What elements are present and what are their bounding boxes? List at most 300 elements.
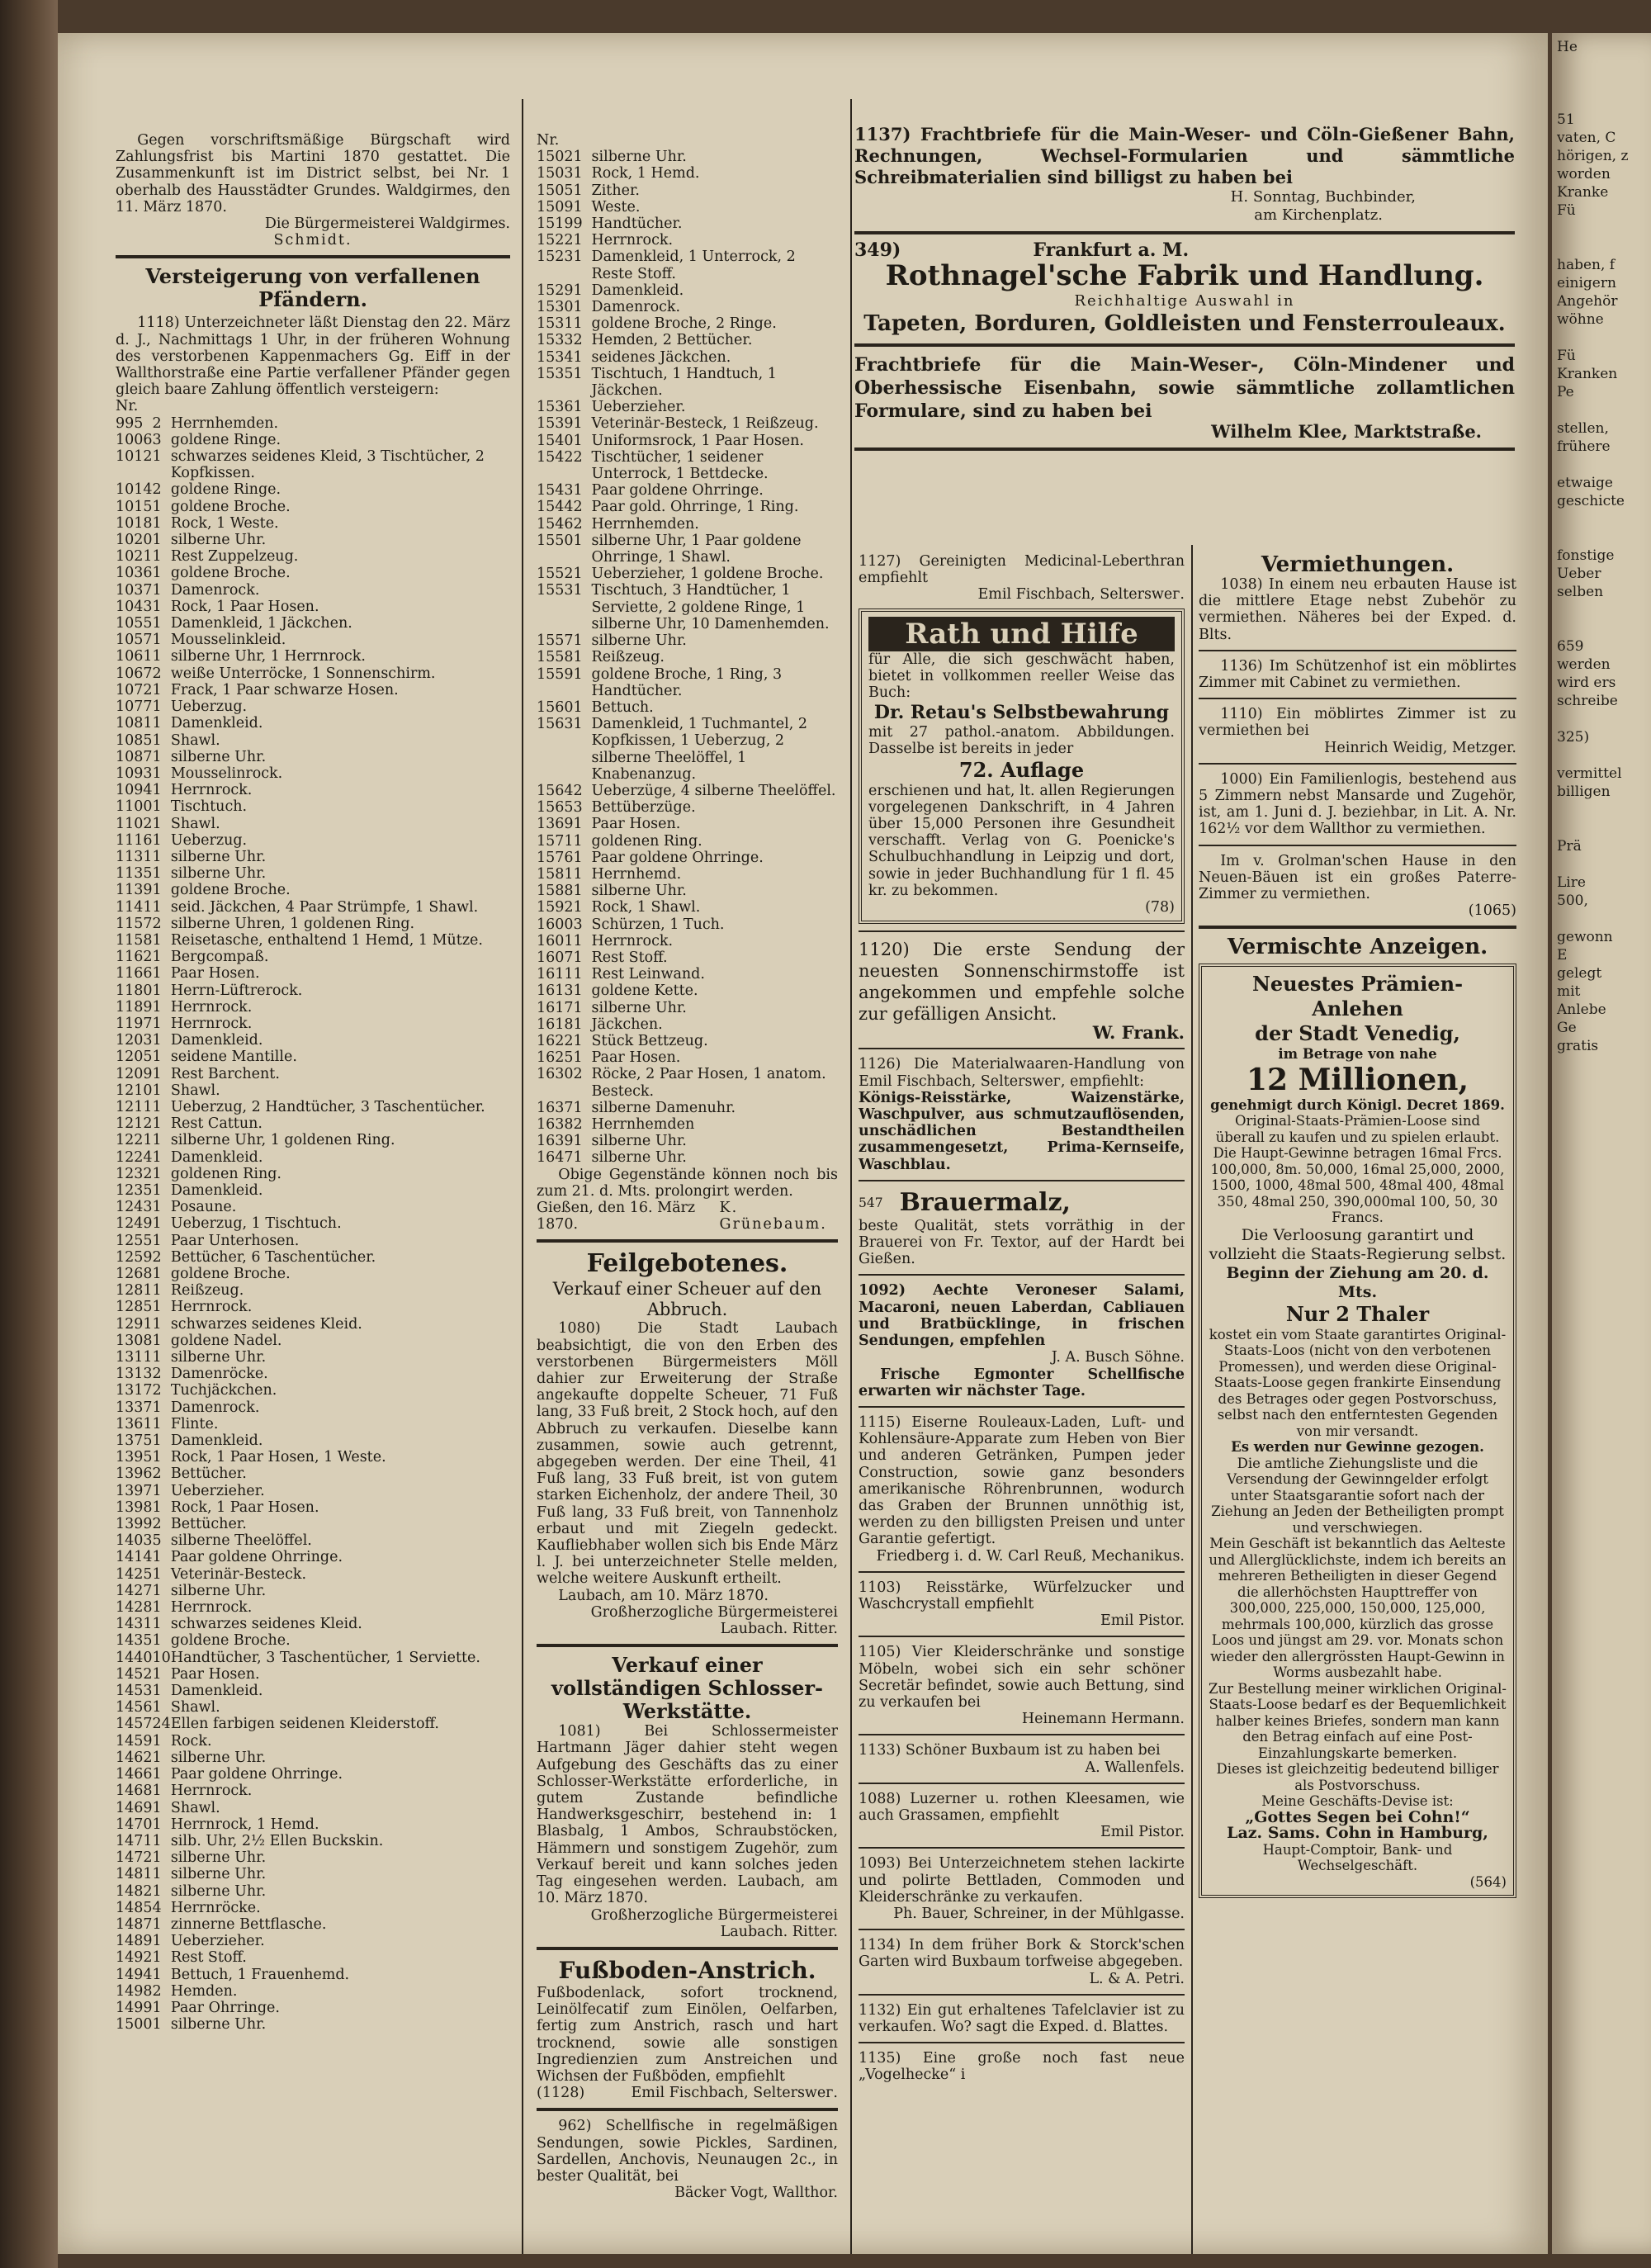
item-description: Posaune. [170,1199,237,1216]
ad-number: 349) [854,239,901,261]
item-number: 1209 [116,1065,153,1082]
item-quantity: 1 [152,732,162,749]
item-description: goldene Broche. [170,1632,291,1650]
item-number: 1534 [537,348,574,366]
item-number: 1529 [537,282,574,299]
item-description: Stück Bettzeug. [591,1032,708,1049]
item-description: Ueberzieher. [170,1933,265,1950]
item-quantity: 1 [573,1032,583,1049]
ad-signature: Großherzogliche Bürgermeisterei Laubach. Ritter. [590,1603,838,1638]
pawn-item-row [537,499,838,515]
item-description: Ueberzug, 1 Tischtuch. [170,1215,342,1233]
item-description: Paar Hosen. [170,965,260,982]
item-description: silberne Uhr, 1 Herrnrock. [170,648,366,665]
item-description: silberne Uhr, 1 Paar goldene Ohrringe, 1 Shawl. [591,532,802,566]
item-number: 1337 [116,1399,153,1416]
pawn-item-row [537,899,838,916]
pawn-item-row [116,1833,510,1849]
item-quantity: 1 [573,348,583,366]
item-description: Mousselinrock. [170,765,283,782]
item-quantity: 1 [152,632,162,649]
item-quantity: 1 [152,1783,162,1800]
item-number: 1375 [116,1432,153,1450]
item-quantity: 1 [573,899,583,916]
ad-signature: J. A. Busch Söhne. [1051,1349,1185,1366]
item-quantity: 1 [573,1016,583,1033]
pawn-item-row [116,1499,510,1516]
pawn-item-row [116,1399,510,1416]
pawn-item-row [116,1115,510,1132]
item-description: goldene Broche. [170,1266,291,1282]
item-number: 1453 [116,1683,153,1700]
item-description: silberne Uhren, 1 goldenen Ring. [170,915,415,932]
item-quantity: 1 [152,1632,162,1650]
item-number: 1139 [116,882,153,899]
fragment-line: Ueber [1557,566,1601,582]
item-description: Herrnrock. [170,998,253,1016]
item-description: goldenen Ring. [170,1165,281,1182]
pawn-item-row [116,432,510,448]
fragment-line: stellen, [1557,420,1609,437]
pawn-item-row [537,966,838,982]
ad-signature: W. Frank. [1092,1022,1185,1044]
item-number: 1469 [116,1799,153,1816]
ad-firm: Laz. Sams. Cohn in Hamburg, [1227,1824,1488,1843]
ad-text: für Alle, die sich geschwächt haben, bietet in vollkommen reeller Weise das Buch: [868,651,1175,702]
item-description: Rock, 1 Hemd. [591,165,700,182]
ad-text: 1092) Aechte Veroneser Salami, Macaroni, neuen Laberdan, Cabliauen und Bratbücklinge, in frischen Sendungen, empfehlen [859,1282,1185,1350]
item-number: 1457 [116,1716,153,1733]
item-description: Ueberzieher. [591,399,686,416]
pawn-item-row [116,1532,510,1549]
ad-title: Verkauf einer vollständigen Schlosser-Werkstätte. [551,1653,823,1724]
item-quantity: 1 [152,1032,162,1049]
pawn-item-row [537,232,838,249]
intro-text: Gegen vorschriftsmäßige Bürgschaft wird Zahlungsfrist bis Martini 1870 gestattet. Die Zusammenkunft ist im District selbst, bei Nr. 1 oberhalb des Hausstädter Grundes. Waldgirmes, den 11. März 1870. [116,132,510,215]
item-quantity: 1 [152,581,162,599]
item-number: 1542 [537,448,574,466]
ad-text: 1110) Ein möblirtes Zimmer ist zu vermiethen bei [1199,706,1516,740]
ad-text: 1134) In dem früher Bork & Storck'schen Garten wird Buxbaum torfweise abgegeben. [859,1937,1185,1971]
item-quantity: 1 [152,1299,162,1316]
item-quantity: 1 [573,665,583,683]
pawn-item-row [116,615,510,632]
column-rule [522,99,523,2254]
item-description: Bettücher. [170,1516,247,1533]
fragment-line [1557,238,1646,256]
item-number: 1427 [116,1582,153,1599]
pawn-item-row [116,932,510,949]
item-description: Shawl. [170,1799,220,1816]
item-number: 1020 [116,532,153,549]
item-description: silberne Uhr. [170,1582,267,1599]
item-number: 1398 [116,1499,153,1516]
item-description: Rock. [170,1732,212,1750]
item-description: Paar goldene Ohrringe. [170,1766,343,1783]
item-number: 1414 [116,1549,153,1566]
ad-subtitle: Reichhaltige Auswahl in [1074,292,1295,310]
divider [859,1636,1185,1637]
pawn-item-row [537,1133,838,1149]
pawn-item-row [116,1866,510,1882]
item-quantity: 24 [152,1716,171,1733]
item-description: silberne Uhr. [170,1866,267,1883]
item-number: 1313 [116,1366,153,1383]
pawn-item-row [116,1516,510,1532]
item-description: Tischtuch. [170,798,248,816]
pawn-item-row [116,1215,510,1232]
item-quantity: 1 [152,1148,162,1166]
pawn-item-row [537,299,838,315]
item-description: Rest Stoff. [170,1949,247,1967]
item-number: 1601 [537,932,574,949]
item-description: Reißzeug. [170,1282,244,1300]
item-quantity: 1 [152,681,162,698]
item-description: Bettüberzüge. [591,799,696,817]
item-description: Damenkleid. [170,1032,263,1049]
item-number: 1131 [116,848,153,865]
pawn-item-row [116,1449,510,1465]
item-quantity: 1 [152,648,162,665]
item-number: 1618 [537,1016,574,1033]
pawn-item-row [116,1783,510,1799]
item-description: Bergcompaß. [170,949,269,966]
fragment-line: vaten, C [1557,130,1616,146]
item-description: Rock, 1 Paar Hosen. [170,598,319,615]
ad-signature: Heinemann Hermann. [1021,1711,1185,1728]
pawn-item-row [116,1699,510,1716]
item-number: 1502 [537,149,574,166]
pawn-item-row [537,582,838,632]
pawn-item-row [537,1116,838,1133]
ad-items: Königs-Reisstärke, Waizenstärke, Waschpulver, aus schmutzauflösenden, unschädlichen Bestandtheilen zusammengesetzt, Prima-Kernseife, Waschblau. [859,1089,1185,1173]
item-quantity: 1 [152,1332,162,1349]
column-rule [850,99,852,2254]
pawn-item-row [116,665,510,682]
pawn-item-row [116,1683,510,1699]
item-quantity: 1 [152,831,162,849]
item-number: 1235 [116,1181,153,1199]
pawn-item-row [116,1432,510,1449]
item-quantity: 2 [573,782,583,799]
item-quantity: 1 [152,565,162,582]
ad-signature: Ph. Bauer, Schreiner, in der Mühlgasse. [893,1905,1185,1922]
item-number: 1014 [116,481,153,499]
fragment-line: einigern [1557,275,1616,291]
pawn-item-row [116,1483,510,1499]
pawn-item-row [537,149,838,165]
item-number: 1472 [116,1849,153,1867]
pawn-item-row [116,632,510,648]
item-quantity: 1 [152,882,162,899]
item-number: 1440 [116,1649,153,1666]
ad-items: Tapeten, Borduren, Goldleisten und Fensterrouleaux. [863,311,1506,336]
item-description: goldene Ringe. [170,481,281,499]
ad-1137: 1137) Frachtbriefe für die Main-Weser- und Cöln-Gießener Bahn, Rechnungen, Wechsel-Formularien und sämmtliche Schreibmaterialien sind billigst zu haben bei [854,124,1515,187]
item-description: Rest Cattun. [170,1115,263,1133]
pawn-item-row [116,1199,510,1215]
item-description: goldene Broche. [170,498,291,515]
item-number: 1647 [537,1149,574,1167]
top-ads [854,124,1515,457]
item-quantity: 1 [152,1415,162,1432]
pawn-item-row [537,349,838,366]
item-quantity: 1 [152,615,162,632]
item-description: Rest Leinwand. [591,966,705,983]
item-description: Damenkleid, 1 Jäckchen. [170,615,352,632]
item-number: 1205 [116,1049,153,1066]
item-description: Tischtuch, 3 Handtücher, 1 Serviette, 2 goldene Ringe, 1 silberne Uhr, 10 Damenhemden. [591,582,830,632]
pawn-item-row [537,632,838,649]
auction-text: 1118) Unterzeichneter läßt Dienstag den 22. März d. J., Nachmittags 1 Uhr, in der früheren Wohnung des verstorbenen Kappenmachers Gg. Eiff in der Wallthorstraße eine Partie verfallener Pfänder gegen gleich baare Zahlung öffentlich versteigern: [116,315,510,399]
item-description: Rock, 1 Weste. [170,514,279,532]
item-quantity: 1 [573,232,583,249]
pawn-item-row [116,1299,510,1315]
item-number: 1369 [537,816,574,833]
ad-signature: A. Wallenfels. [1085,1759,1185,1776]
item-number: 1576 [537,849,574,866]
item-quantity: 3 [573,799,583,817]
ad-text: 1135) Eine große noch fast neue „Vogelhecke“ i [859,2050,1185,2084]
fragment-line [1557,855,1646,874]
item-quantity: 1 [573,865,583,883]
pawn-item-row [116,1716,510,1732]
pawn-item-row [116,865,510,882]
item-description: weiße Unterröcke, 1 Sonnenschirm. [170,665,436,682]
divider [1199,763,1516,765]
fragment-line: 659 [1557,638,1584,655]
item-description: silberne Uhr. [591,1133,687,1150]
item-quantity: 3 [573,916,583,933]
item-quantity: 1 [152,498,162,515]
ad-signature: Emil Pistor. [1100,1824,1185,1841]
pawn-item-row [116,582,510,599]
item-number: 1600 [537,916,574,933]
ad-signature: Großherzogliche Bürgermeisterei Laubach. Ritter. [590,1906,838,1940]
pawn-item-row [116,749,510,765]
fragment-line: billigen [1557,784,1611,800]
pawn-item-row [116,682,510,698]
item-quantity: 1 [152,1599,162,1617]
item-description: Herrnröcke. [170,1899,261,1916]
ad-text: Fußbodenlack, sofort trocknend, Leinölfecatif zum Einölen, Oelfarben, fertig zum Anstrich, rasch und hart trocknend, sowie alle sonstigen Ingredienzien zum Anstreichen und Wichsen der Fußböden, empfiehlt [537,1984,838,2085]
item-number: 1308 [116,1332,153,1349]
fragment-line: Kranken [1557,366,1618,382]
item-number: 1564 [537,782,574,799]
item-description: Tuchjäckchen. [170,1382,277,1399]
item-number: 1018 [116,514,153,532]
pawn-item-row [537,449,838,482]
item-description: goldene Kette. [591,982,698,1000]
item-number: 1565 [537,799,574,817]
pawn-item-row [537,516,838,533]
pawn-item-row [537,1049,838,1066]
ad-signature: Wilhelm Klee, Marktstraße. [1211,421,1482,442]
item-description: Ueberzug, 2 Handtücher, 3 Taschentücher. [170,1098,485,1115]
item-description: silberne Uhr. [170,1749,267,1766]
item-number: 1498 [116,1982,153,2000]
item-quantity: 1 [152,1082,162,1099]
item-quantity: 1 [573,632,583,650]
item-number: 1431 [116,1616,153,1633]
pawn-item-row [116,849,510,865]
item-number: 1625 [537,1049,574,1067]
outro-date: Gießen, den 16. März 1870. [537,1200,696,1233]
item-quantity: 1 [573,149,583,166]
pawn-item-row [116,481,510,498]
pawn-item-row [537,366,838,399]
pawn-item-row [537,315,838,332]
item-description: Rock, 1 Paar Hosen, 1 Weste. [170,1449,386,1466]
item-quantity: 2 [152,481,162,499]
section-title: Vermischte Anzeigen. [1227,935,1488,960]
item-number: 1015 [116,498,153,515]
item-number: 1456 [116,1699,153,1716]
item-number: 1311 [116,1349,153,1366]
item-quantity: 1 [152,965,162,982]
ad-text: 1081) Bei Schlossermeister Hartmann Jäger dahier steht wegen Aufgebung des Geschäfts das zu einer Schlosser-Werkstätte erforderliche, in gutem Zustande befindliche Handwerksgeschirr, bestehend in: 1 Blasbalg, 1 Ambos, Schraubstöcken, Hämmern und sonstigem Zugehör, zum Verkauf bereit und kann solches jeden Tag eingesehen werden. Laubach, am 10. März 1870. [537,1723,838,1907]
item-number: 1211 [116,1098,153,1115]
fragment-line: gratis [1557,1038,1599,1054]
ad-title: Fußboden-Anstrich. [558,1956,816,1984]
item-quantity: 1 [152,1315,162,1333]
item-number: 1093 [116,765,153,782]
fragment-line [1557,746,1646,765]
pawn-item-row [116,1766,510,1783]
intro-signature-name: Schmidt. [273,232,352,249]
item-description: Paar Hosen. [591,816,681,833]
item-quantity: 1 [152,715,162,732]
pawn-item-row [116,1599,510,1616]
ad-text: 1120) Die erste Sendung der neuesten Sonnenschirmstoffe ist angekommen und empfehle solche zur gefälligen Ansicht. [859,940,1185,1025]
item-number: 1530 [537,299,574,316]
divider [859,1274,1185,1276]
item-quantity: 1 [573,532,583,549]
pawn-item-row [116,816,510,832]
item-quantity: 1 [152,1799,162,1816]
item-description: seidenes Jäckchen. [591,348,731,366]
item-description: Zither. [591,182,640,199]
auction-title: Versteigerung von verfallenen Pfändern. [145,264,480,312]
pawn-item-row [116,1465,510,1482]
divider [1199,926,1516,929]
item-description: Damenkleid. [170,1683,263,1700]
pawn-items-table [537,149,838,1166]
ad-number: (1128) [537,2085,585,2102]
item-number: 1557 [537,632,574,650]
pawn-item-row [116,832,510,849]
item-quantity: 4 [152,1899,162,1916]
item-description: Handtücher, 3 Taschentücher, 1 Serviette. [170,1649,480,1666]
item-quantity: 1 [152,1098,162,1115]
ad-text: 1115) Eiserne Rouleaux-Laden, Luft- und Kohlensäure-Apparate zum Heben von Bier und anderen Getränken, Pumpen jeder Construction, sowie ganz besonders amerikanische Röhrenbrunnen, wodurch das Graben der Brunnen unnöthig ist, werden zu den billigsten Preisen und unter Garantie gefertigt. [859,1413,1185,1548]
item-number: 1613 [537,982,574,1000]
item-description: Mousselinkleid. [170,632,286,649]
pawn-item-row [537,799,838,816]
pawn-item-row [116,782,510,798]
item-quantity: 1 [152,1449,162,1466]
pawn-item-row [116,1900,510,1916]
fragment-line [1557,619,1646,637]
pawn-item-row [537,249,838,282]
ad-text: kostet ein vom Staate garantirtes Original-Staats-Loos (nicht von den verbotenen Promessen), und werden diese Original-Staats-Loose gegen frankirte Einsendung des Betrages oder gegen Postvorschuss, selbst nach den entferntesten Gegenden von mir versandt. [1209,1326,1507,1439]
ad-text: Mein Geschäft ist bekanntlich das Aelteste und Allerglücklichste, indem ich bereits an mehreren Betheiligten in dieser Gegend die allerhöchsten Haupttreffer von 300,000, 225,000, 150,000, 125,000, mehrmals 100,000, kürzlich das grosse Loos und jüngst am 29. vor. Monats schon wieder den allergrössten Haupt-Gewinn in Worms ausbezahlt habe. [1209,1536,1507,1681]
divider [859,1571,1185,1573]
item-quantity: 1 [152,815,162,832]
fragment-line [1557,74,1646,92]
pawn-item-row [116,1099,510,1115]
ad-text: 1000) Ein Familienlogis, bestehend aus 5 Zimmern nebst Mansarde und Zugehör, ist, am 1. Juni d. J. beziehbar, in Lit. A. Nr. 162½ vor dem Wallthor zu vermiethen. [1199,770,1516,838]
item-number: 1361 [116,1415,153,1432]
item-number: 1536 [537,399,574,416]
fragment-line: gelegt [1557,965,1602,982]
item-description: silberne Theelöffel. [170,1532,312,1550]
pawn-item-row [116,1016,510,1032]
item-number: 1637 [537,1099,574,1116]
outro-text: Obige Gegenstände können noch bis zum 21. d. Mts. prolongirt werden. [537,1166,838,1200]
item-description: goldene Broche, 1 Ring, 3 Handtücher. [591,665,783,699]
item-number: 1543 [537,482,574,500]
item-description: Shawl. [170,815,220,832]
item-number: 1102 [116,815,153,832]
item-number: 1462 [116,1749,153,1766]
pawn-item-row [116,1883,510,1900]
item-quantity: 1 [152,998,162,1016]
item-number: 1094 [116,782,153,799]
pawn-item-row [116,982,510,999]
item-number: 1588 [537,883,574,900]
item-quantity: 1 [573,566,583,583]
item-number: 1210 [116,1082,153,1099]
item-quantity: 1 [573,482,583,500]
outro-signature: K. Grünebaum. [719,1200,827,1233]
item-number: 1012 [116,448,153,466]
item-number: 1489 [116,1933,153,1950]
item-number: 1116 [116,831,153,849]
item-description: Damenkleid. [591,282,684,299]
item-number: 1531 [537,315,574,333]
item-number: 1581 [537,865,574,883]
item-quantity: 1 [152,931,162,949]
item-quantity: 1 [152,2016,162,2034]
item-number: 1523 [537,249,574,266]
item-description: schwarzes seidenes Kleid, 3 Tischtücher, 2 Kopfkissen. [170,448,485,482]
item-quantity: 10 [152,1649,171,1666]
item-number: 1158 [116,931,153,949]
item-quantity: 1 [152,1232,162,1249]
ad-text: Zur Bestellung meiner wirklichen Original-Staats-Loose bedarf es der Bequemlichkeit halber keines Briefes, sondern man kann den Betrag einfach auf eine Post-Einzahlungskarte bemerken. [1209,1680,1507,1761]
item-number: 1492 [116,1949,153,1967]
item-quantity: 2 [152,1465,162,1483]
item-quantity: 1 [152,532,162,549]
item-description: silberne Uhr. [591,632,687,650]
divider [859,1180,1185,1181]
ad-book: Dr. Retau's Selbstbewahrung [873,702,1170,724]
item-description: goldene Broche. [170,565,291,582]
item-quantity: 1 [152,1482,162,1499]
item-number: 1285 [116,1299,153,1316]
item-description: Paar Hosen. [170,1665,260,1683]
item-description: silberne Uhr. [170,748,267,765]
divider [859,1783,1185,1784]
item-description: Herrnrock. [170,1783,253,1800]
ad-text: erschienen und hat, lt. allen Regierungen vorgelegenen Dankschrift, in 4 Jahren über 15,000 Personen ihre Gesundheit verschafft. Verlag von G. Poenicke's Schulbuchhandlung in Leipzig und dort, sowie in jeder Buchhandlung für 1 fl. 45 kr. zu bekommen. [868,782,1175,899]
item-quantity: 2 [152,1982,162,2000]
divider [859,1994,1185,1996]
item-description: Bettuch. [591,698,654,716]
item-description: goldene Nadel. [170,1332,282,1349]
item-number: 1100 [116,798,153,816]
